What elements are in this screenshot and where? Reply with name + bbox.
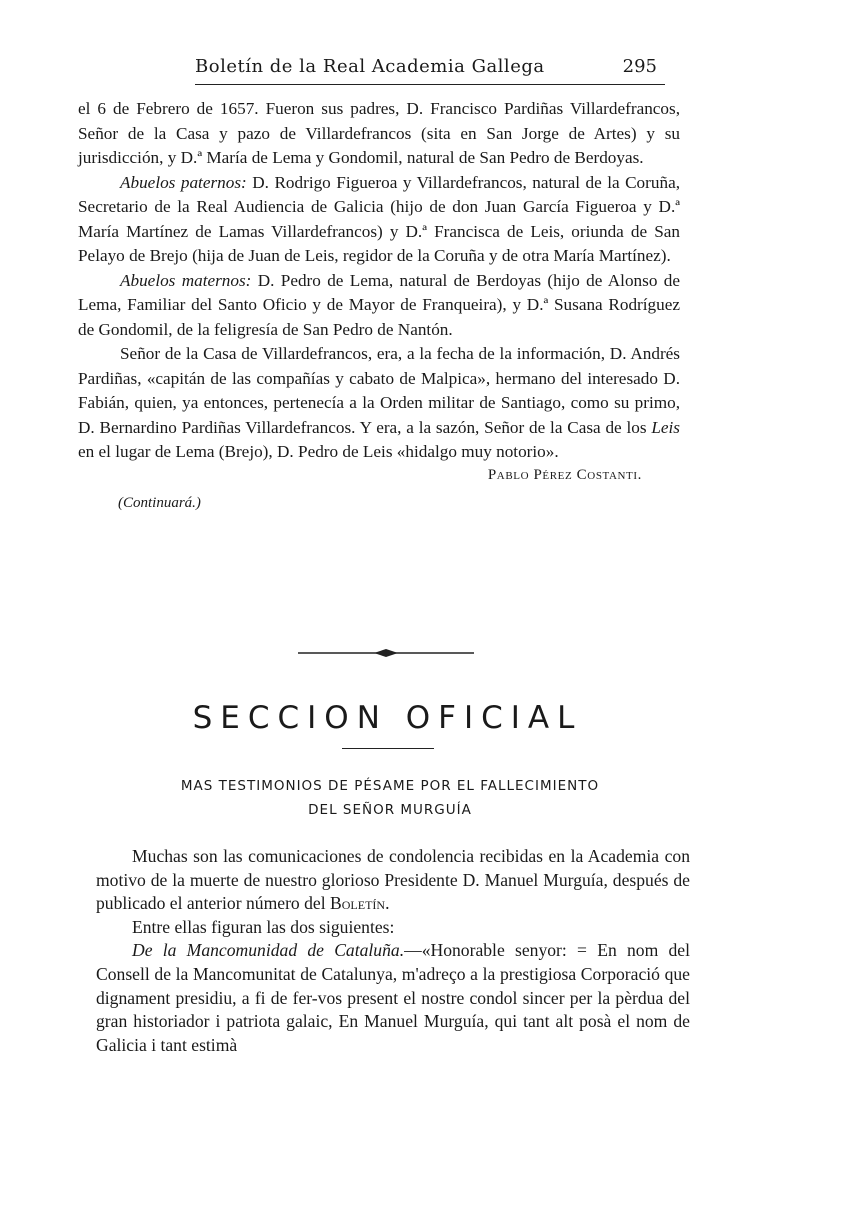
journal-title: Boletín de la Real Academia Gallega bbox=[195, 56, 545, 77]
article-continuation bbox=[78, 97, 680, 516]
label-abuelos-maternos: Abuelos maternos: bbox=[120, 270, 252, 290]
paragraph: el 6 de Febrero de 1657. Fueron sus padres, D. Francisco Pardiñas Villardefrancos, Señor de la Casa y pazo de Villardefrancos (sita en San Jorge de Artes) y su jurisdicción, y D.ª María de Lema y Gondomil, natural de San Pedro de Berdoyas. bbox=[78, 99, 680, 167]
section-subtitle-line1: MAS TESTIMONIOS DE PÉSAME POR EL FALLECIMIENTO bbox=[180, 778, 600, 794]
continuara-note: (Continuará.) bbox=[118, 495, 201, 511]
paragraph-abuelos-paternos: Abuelos paternos: D. Rodrigo Figueroa y Villardefrancos, natural de la Coruña, Secretario de la Real Audiencia de Galicia (hijo de don Juan García Figueroa y D.ª María Martínez de Lamas Villardefrancos) y D.ª Francisca de Leis, oriunda de San Pelayo de Brejo (hija de Juan de Leis, regidor de la Coruña y de otra María Martínez). bbox=[78, 172, 680, 265]
running-head bbox=[195, 56, 665, 85]
section-divider-ornament bbox=[298, 647, 474, 659]
section-title: SECCION OFICIAL bbox=[192, 700, 583, 736]
section-rule bbox=[342, 748, 434, 749]
paragraph-abuelos-maternos: Abuelos maternos: D. Pedro de Lema, natural de Berdoyas (hijo de Alonso de Lema, Familiar del Santo Oficio y de Mayor de Franqueira), y D.ª Susana Rodríguez de Gondomil, de la feligresía de San Pedro de Nantón. bbox=[78, 270, 680, 339]
paragraph: Muchas son las comunicaciones de condolencia recibidas en la Academia con motivo de la muerte de nuestro glorioso Presidente D. Manuel Murguía, después de publicado el anterior número del Boletín. bbox=[96, 846, 690, 914]
section-body bbox=[96, 845, 690, 1057]
paragraph: Entre ellas figuran las dos siguientes: bbox=[132, 916, 395, 937]
page-number: 295 bbox=[622, 56, 657, 77]
label-abuelos-paternos: Abuelos paternos: bbox=[120, 172, 247, 192]
paragraph: Señor de la Casa de Villardefrancos, era, a la fecha de la información, D. Andrés Pardiñas, «capitán de las compañías y cabato de Malpica», hermano del interesado D. Fabián, quien, ya entonces, pertenecía a la Orden militar de Santiago, como su primo, D. Bernardino Pardiñas Villardefrancos. Y era, a la sazón, Señor de la Casa de los Leis en el lugar de Lema (Brejo), D. Pedro de Leis «hidalgo muy notorio». bbox=[78, 344, 680, 461]
label-mancomunidad: De la Mancomunidad de Cataluña. bbox=[132, 940, 405, 961]
section-subtitle-line2: DEL SEÑOR MURGUÍA bbox=[308, 802, 472, 818]
author-signature: Pablo Pérez Costanti. bbox=[487, 466, 642, 483]
paragraph-mancomunidad: De la Mancomunidad de Cataluña.—«Honorable senyor: = En nom del Consell de la Mancomunitat de Catalunya, m'adreço a la prestigiosa Corporació que dignament presidiu, a fi de fer-vos present el nostre condol sincer per la pèrdua del gran historiador i patriota galaic, En Manuel Murguía, qui tant alt posà el nom de Galicia i tant estimà bbox=[96, 940, 690, 1055]
